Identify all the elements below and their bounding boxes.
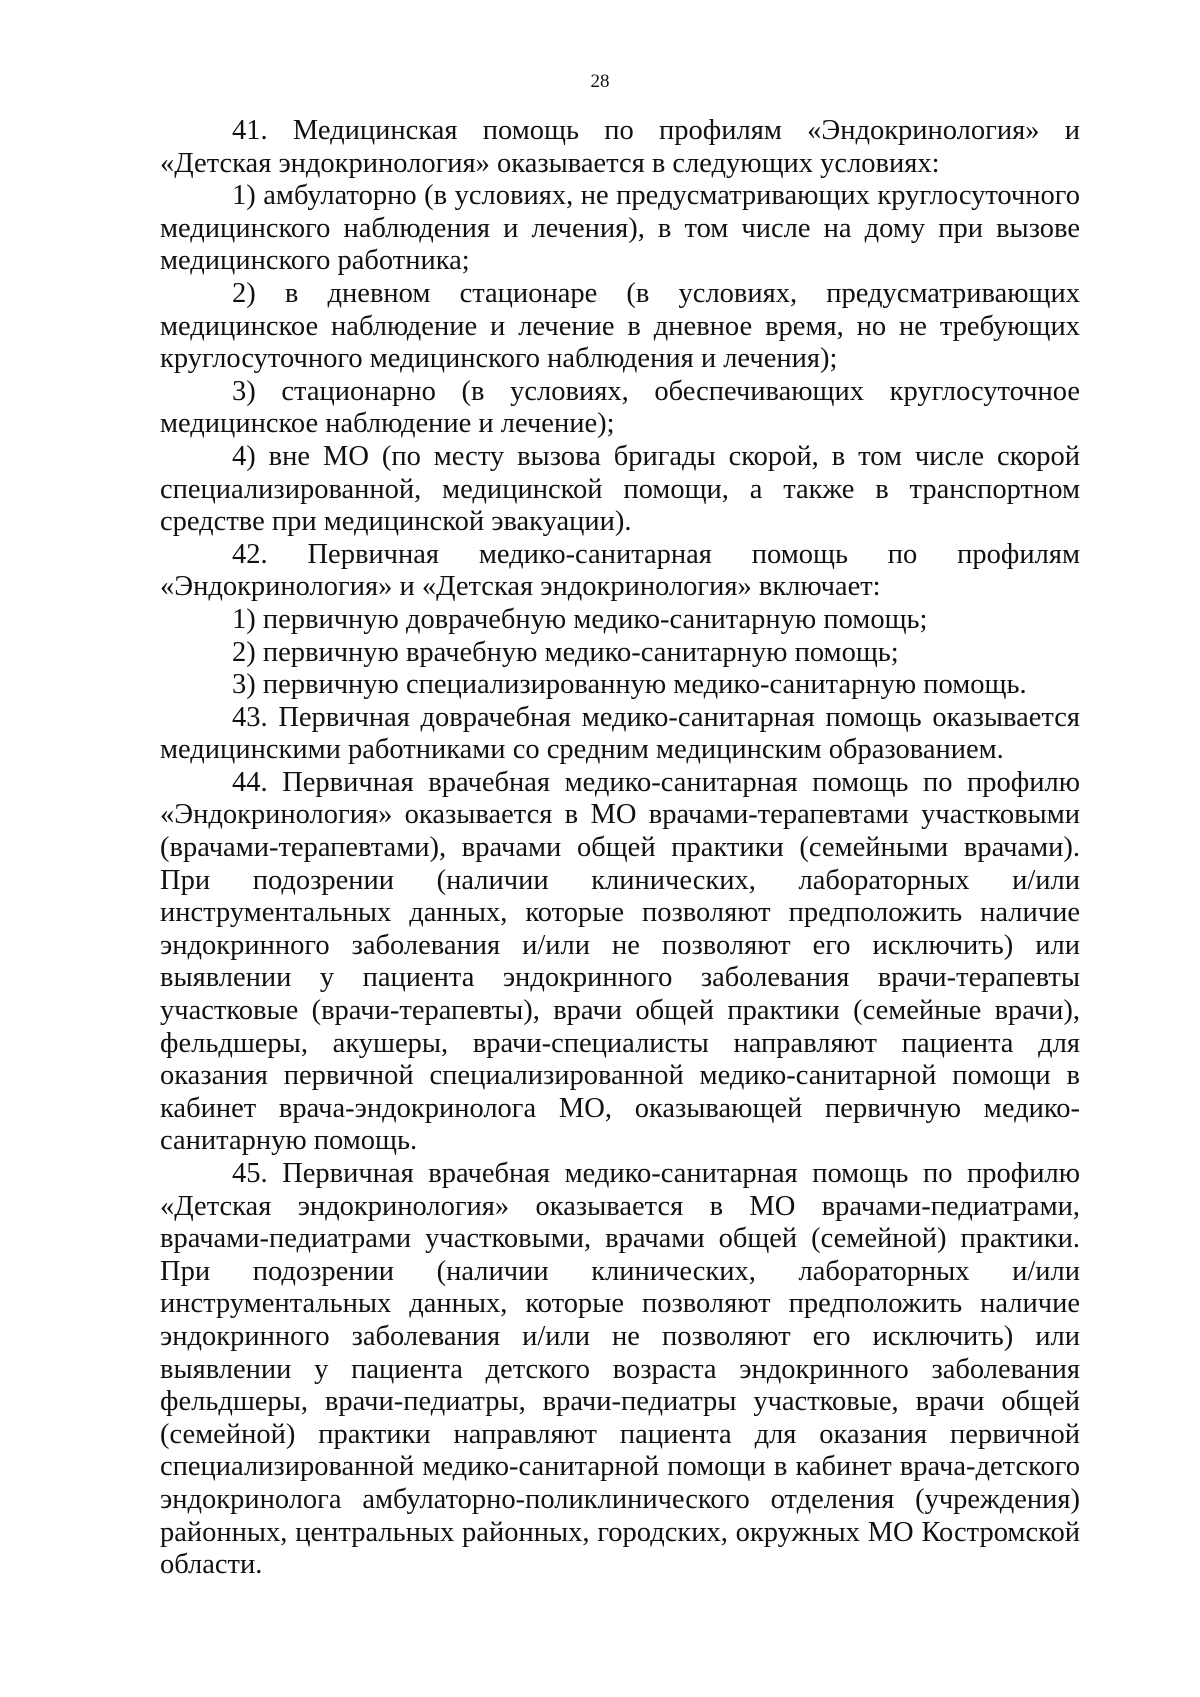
- paragraph-41: 41. Медицинская помощь по профилям «Эндокринология» и «Детская эндокринология» оказывается в следующих условиях:: [160, 115, 1080, 179]
- paragraph-45: 45. Первичная врачебная медико-санитарная помощь по профилю «Детская эндокринология» оказывается в МО врачами-педиатрами, врачами-педиатрами участковыми, врачами общей (семейной) практики. При подозрении (наличии клинических, лабораторных и/или инструментальных данных, которые позволяют предположить наличие эндокринного заболевания и/или не позволяют его исключить) или выявлении у пациента детского возраста эндокринного заболевания фельдшеры, врачи-педиатры, врачи-педиатры участковые, врачи общей (семейной) практики направляют пациента для оказания первичной специализированной медико-санитарной помощи в кабинет врача-детского эндокринолога амбулаторно-поликлинического отделения (учреждения) районных, центральных районных, городских, окружных МО Костромской области.: [160, 1158, 1080, 1581]
- paragraph-43: 43. Первичная доврачебная медико-санитарная помощь оказывается медицинскими работниками со средним медицинским образованием.: [160, 701, 1080, 766]
- paragraph-44: 44. Первичная врачебная медико-санитарная помощь по профилю «Эндокринология» оказывается в МО врачами-терапевтами участковыми (врачами-терапевтами), врачами общей практики (семейными врачами). При подозрении (наличии клинических, лабораторных и/или инструментальных данных, которые позволяют предположить наличие эндокринного заболевания и/или не позволяют его исключить) или выявлении у пациента эндокринного заболевания врачи-терапевты участковые (врачи-терапевты), врачи общей практики (семейные врачи), фельдшеры, акушеры, врачи-специалисты направляют пациента для оказания первичной специализированной медико-санитарной помощи в кабинет врача-эндокринолога МО, оказывающей первичную медико-санитарную помощь.: [160, 766, 1080, 1157]
- paragraph-41-item-2: 2) в дневном стационаре (в условиях, предусматривающих медицинское наблюдение и лечение в дневное время, но не требующих круглосуточного медицинского наблюдения и лечения);: [160, 277, 1080, 375]
- paragraph-42-item-1: 1) первичную доврачебную медико-санитарную помощь;: [232, 603, 928, 635]
- document-body: [160, 115, 1080, 1582]
- paragraph-42-item-3: 3) первичную специализированную медико-санитарную помощь.: [232, 669, 1027, 701]
- paragraph-41-item-4: 4) вне МО (по месту вызова бригады скорой, в том числе скорой специализированной, медицинской помощи, а также в транспортном средстве при медицинской эвакуации).: [160, 440, 1080, 538]
- page-number: 28: [590, 71, 610, 92]
- paragraph-41-item-1: 1) амбулаторно (в условиях, не предусматривающих круглосуточного медицинского наблюдения и лечения), в том числе на дому при вызове медицинского работника;: [160, 180, 1080, 277]
- paragraph-41-item-3: 3) стационарно (в условиях, обеспечивающих круглосуточное медицинское наблюдение и лечение);: [160, 375, 1080, 440]
- paragraph-42-item-2: 2) первичную врачебную медико-санитарную помощь;: [232, 636, 899, 668]
- paragraph-42: 42. Первичная медико-санитарная помощь по профилям «Эндокринология» и «Детская эндокринология» включает:: [160, 538, 1080, 603]
